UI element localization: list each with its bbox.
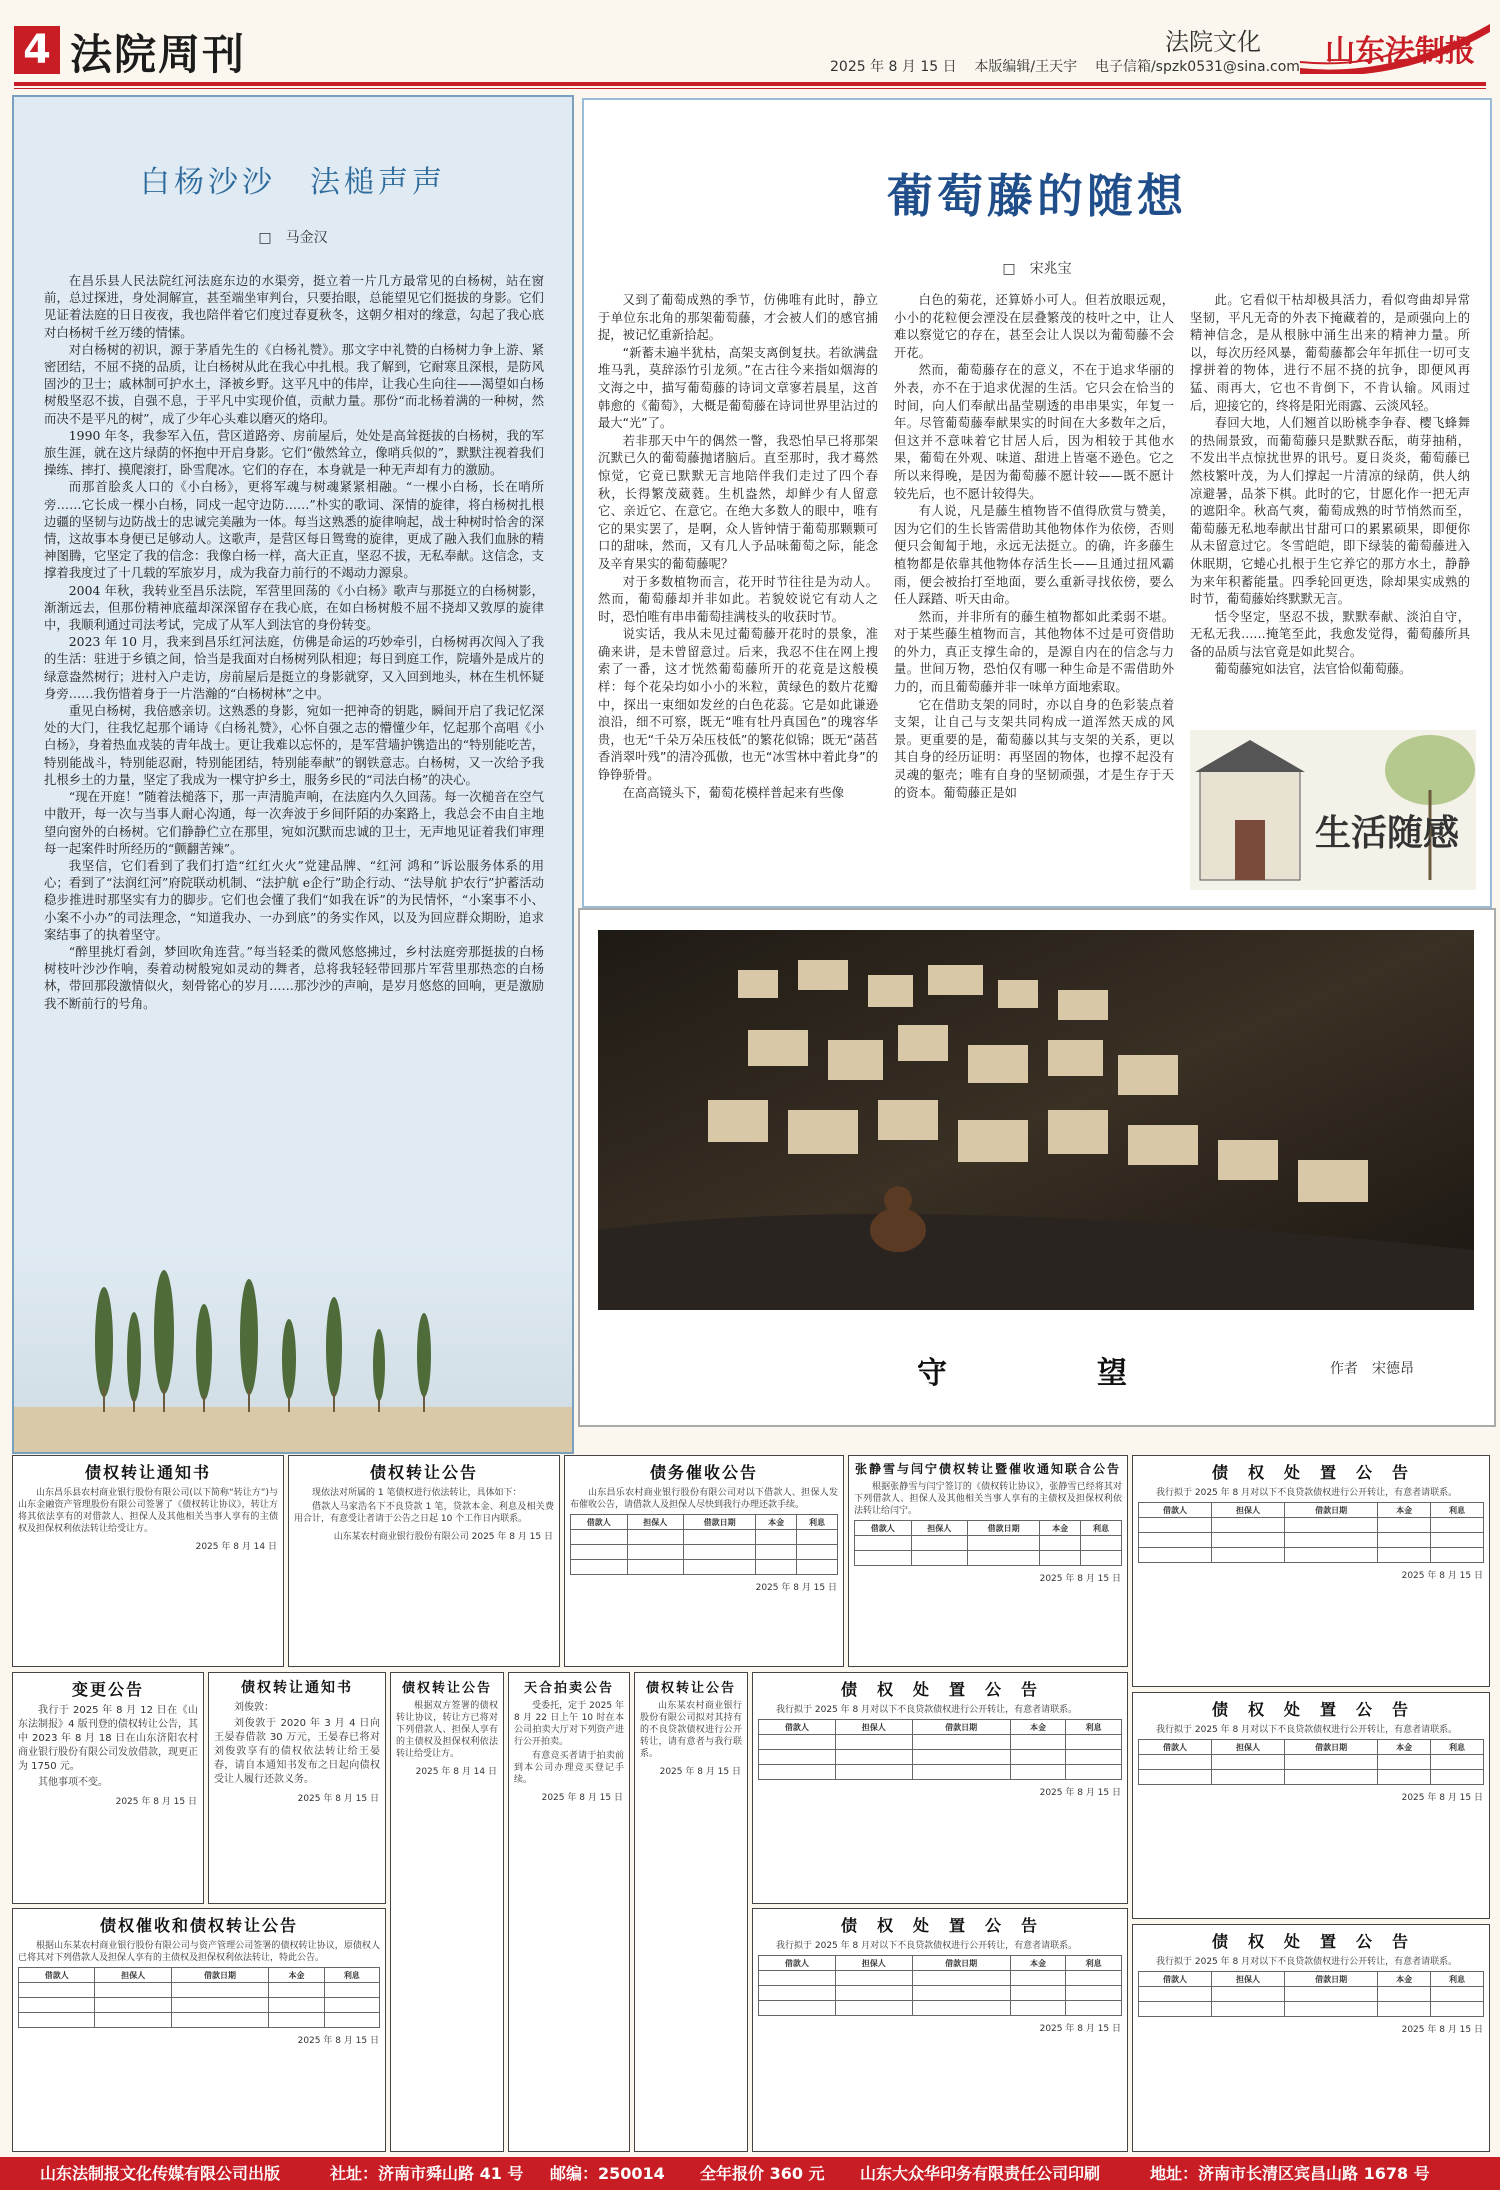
notice-text: 山东昌乐农村商业银行股份有限公司对以下借款人、担保人发布催收公告，请借款人及担保人尽快到我行办理还款手续。	[570, 1488, 838, 1510]
notice-title: 债 权 处 置 公 告	[840, 1916, 1039, 1935]
paragraph: 葡萄藤宛如法官，法官恰似葡萄藤。	[1214, 662, 1412, 677]
notice-disposal-5	[1132, 1924, 1490, 2152]
left-article-author: □ 马金汉	[258, 230, 328, 246]
notice-text: 有意竞买者请于拍卖前到本公司办理竞买登记手续。	[514, 1751, 624, 1785]
section-name: 法院文化	[1165, 28, 1261, 56]
notice-title: 天合拍卖公告	[523, 1681, 614, 1696]
notice-transfer-narrow	[390, 1672, 504, 2152]
paragraph: 而那首脍炙人口的《小白杨》，更将军魂与树魂紧紧相融。“一棵小白杨，长在哨所旁……它长成一棵小白杨，同戍一起守边防……”朴实的歌词、深情的旋律，将白杨树扎根边疆的坚韧与边防战士的忠诚完美融为一体。每当这熟悉的旋律响起，战士种树时恰舍的深情，这故事本身便已足够动人。这歌声，是营区每日鸳鸯的旋律，更成了融入我们血脉的精神图腾，它坚定了我的信念：我像白杨一样，高大正直，坚忍不拔，无私奉献。这信念，支撑着我度过了十几载的军旅岁月，成为我奋力前行的不竭动力源泉。	[44, 479, 544, 581]
notice-text: 我行拟于 2025 年 8 月对以下不良贷款债权进行公开转让，有意者请联系。	[1156, 1957, 1458, 1967]
life-essay-label: 生活随感	[1315, 812, 1460, 854]
notice-title: 变更公告	[71, 1680, 144, 1699]
notice-title: 债权转让公告	[645, 1681, 736, 1696]
notice-title: 债 权 处 置 公 告	[840, 1680, 1039, 1699]
notice-text: 我行拟于 2025 年 8 月对以下不良贷款债权进行公开转让，有意者请联系。	[776, 1705, 1078, 1715]
paragraph: 2023 年 10 月，我来到昌乐红河法庭，仿佛是命运的巧妙牵引，白杨树再次闯入了我的生活：驻进于乡镇之间，恰当是我面对白杨树列队相迎；每日到庭工作，院墙外是成片的绿意盎然树行；进村入户走访，房前屋后是挺立的身影就穿，又入回到地头，林在生机怀疑身旁……我伤惜着身于一片浩瀚的“白杨树林”之中。	[44, 634, 544, 701]
right-article-author: □ 宋兆宝	[1002, 261, 1072, 277]
notice-text: 借款人马家浩名下不良贷款 1 笔，贷款本金、利息及相关费用合计，有意受让者请于公告之日起 10 个工作日内联系。	[294, 1502, 554, 1524]
notice-table: 借款人 担保人 借款日期 本金 利息	[1138, 1502, 1484, 1563]
notice-text: 我行于 2025 年 8 月 12 日在《山东法制报》4 版刊登的债权转让公告，其中 2023 年 8 月 18 日在山东济阳农村商业银行股份有限公司发放借款，现更正为 1750 元。	[18, 1705, 198, 1772]
footer-price: 全年报价 360 元	[700, 2164, 825, 2183]
notice-title: 债权转让公告	[401, 1681, 492, 1696]
page-header	[0, 0, 1500, 88]
right-article	[582, 98, 1492, 908]
paragraph: 对于多数植物而言，花开时节往往是为动人。然而，葡萄藤却并非如此。若貌姣说它有动人之时，恐怕唯有串串葡萄挂满枝头的收获时节。	[598, 574, 878, 624]
paragraph: 然而，葡萄藤存在的意义，不在于追求华丽的外表，亦不在于追求优渥的生活。它只会在恰当的时间，向人们奉献出晶莹剔透的串串果实，年复一年。尽管葡萄藤奉献果实的时间在大多数年之后，但这并不意味着它甘居人后，因为相较于其他水果，葡萄在外观、味道、甜进上皆毫不逊色。它之所以来得晚，是因为葡萄藤不愿计较——既不愿计较先后，也不愿计较得失。	[894, 363, 1174, 501]
paragraph: 在高高镜头下，葡萄花模样普起来有些像	[622, 785, 844, 800]
photo-title: 守 望	[917, 1356, 1157, 1391]
notice-joint-transfer	[848, 1455, 1128, 1667]
notice-signature: 2025 年 8 月 15 日	[541, 1793, 623, 1803]
notice-text: 受委托，定于 2025 年 8 月 22 日上午 10 时在本公司拍卖大厅对下列资产进行公开拍卖。	[514, 1701, 624, 1747]
notice-table: 借款人 担保人 借款日期 本金 利息	[570, 1514, 838, 1575]
notice-signature: 2025 年 8 月 15 日	[1401, 2025, 1483, 2035]
notice-auction	[508, 1672, 630, 2152]
paragraph: 1990 年冬，我参军入伍，营区道路旁、房前屋后，处处是高耸挺拔的白杨树，我的军旅生涯，就在这片绿荫的怀抱中开启身影。它们“傲然耸立，像哨兵似的”，默默注视着我们操练、摔打、摸爬滚打，卧雪爬冰。它们的存在，本身就是一种无声却有力的激励。	[44, 427, 544, 478]
notice-text: 根据张静雪与闫宁签订的《债权转让协议》，张静雪已经将其对下列借款人、担保人及其他相关当事人享有的主债权及担保权利依法转让给闫宁。	[854, 1482, 1122, 1516]
notice-text: 山东某农村商业银行股份有限公司拟对其持有的不良贷款债权进行公开转让，请有意者与我行联系。	[640, 1701, 742, 1759]
left-article-body	[44, 272, 544, 1012]
notice-text: 刘俊敦于 2020 年 3 月 4 日向王晏春借款 30 万元，王晏春已将对刘俊敦享有的债权依法转让给王晏春，请自本通知书发布之日起向债权受让人履行还款义务。	[214, 1718, 380, 1785]
poplar-trees-illustration	[14, 1247, 572, 1452]
notice-title: 债 权 处 置 公 告	[1211, 1700, 1410, 1719]
page-footer	[0, 2157, 1500, 2190]
notice-signature: 2025 年 8 月 15 日	[1039, 2024, 1121, 2034]
notice-table: 借款人 担保人 借款日期 本金 利息	[1138, 1971, 1484, 2017]
notice-table: 借款人 担保人 借款日期 本金 利息	[758, 1719, 1122, 1780]
notice-signature: 2025 年 8 月 14 日	[415, 1767, 497, 1777]
notice-table: 借款人 担保人 借款日期 本金 利息	[18, 1967, 380, 2028]
notice-disposal-3	[1132, 1692, 1490, 1919]
notice-title: 债权催收和债权转让公告	[99, 1916, 298, 1935]
paragraph: 若非那天中午的偶然一瞥，我恐怕早已将那架沉默已久的葡萄藤抛诸脑后。直至那时，我才蓦然惊觉，它竟已默默无言地陪伴我们走过了四个春秋，长得繁茂葳蕤。生机盎然，却鲜少有人留意它、亲近它、在意它。在绝大多数人的眼中，唯有它的果实罢了，是啊，众人皆钟情于葡萄那颗颗可口的甜味，然而，又有几人予品味葡萄之际，能念及辛育果实的葡萄藤呢？	[598, 433, 878, 571]
paragraph: 2004 年秋，我转业至昌乐法院，军营里回荡的《小白杨》歌声与那挺立的白杨树影，渐渐远去，但那份精神底蕴却深深留存在我心底，在如白杨树般不屈不挠却又敦厚的旋律中，我顺利通过司法考试，完成了从军人到法官的身份转变。	[44, 582, 544, 633]
right-article-column-1	[598, 292, 878, 892]
notice-table: 借款人 担保人 借款日期 本金 利息	[1138, 1739, 1484, 1785]
paragraph: 说实话，我从未见过葡萄藤开花时的景象，准确来讲，是未曾留意过。后来，我忍不住在网上搜索了一番，这才恍然葡萄藤所开的花竟是这般模样：每个花朵均如小小的米粒，黄绿色的数片花瓣中，探出一束细如发丝的白色花蕊。它是如此谦逊浪沿，细不可察，既无“唯有牡丹真国色”的瑰容华贵，也无“千朵万朵压枝低”的繁花似锦；既无“菡萏香消翠叶残”的清冷孤傲，也无“冰雪林中着此身”的铮铮骄骨。	[598, 627, 878, 783]
notice-signature: 2025 年 8 月 15 日	[1039, 1788, 1121, 1798]
notice-collection-transfer	[12, 1908, 386, 2152]
notice-title: 债 权 处 置 公 告	[1211, 1463, 1410, 1482]
notice-text: 刘俊敦：	[234, 1702, 274, 1713]
paragraph: 对白杨树的初识，源于茅盾先生的《白杨礼赞》。那文字中礼赞的白杨树力争上游、紧密团结，不屈不挠的品质，让白杨树从此在我心中扎根。我了解到，它耐寒且深根，是防风固沙的卫士；戚林制可护水土，泽被乡野。这平凡中的伟岸，让我心生向往——渴望如白杨树般坚忍不拔，自强不息，于平凡中实现价值，贡献力量。那份“而北杨着满的一种树，然而决不是平凡的树”，成了少年心头难以磨灭的烙印。	[44, 341, 544, 426]
notice-text: 根据山东某农村商业银行股份有限公司与资产管理公司签署的债权转让协议，原债权人已将其对下列借款人及担保人享有的主债权及担保权利依法转让，特此公告。	[18, 1941, 380, 1963]
notice-signature: 2025 年 8 月 15 日	[755, 1583, 837, 1593]
left-article-title: 白杨沙沙 法槌声声	[140, 165, 446, 200]
footer-postcode: 邮编：250014	[550, 2164, 665, 2183]
page-name: 法院周刊	[70, 30, 247, 79]
footer-publisher: 山东法制报文化传媒有限公司出版	[40, 2164, 281, 2183]
paragraph: “醉里挑灯看剑，梦回吹角连营。”每当轻柔的微风悠悠拂过，乡村法庭旁那挺拔的白杨树枝叶沙沙作响，奏着动树般宛如灵动的舞者，总将我轻轻带回那片军营里那热恋的白杨林，带回那段激情似火，刻骨铭心的岁月……那沙沙的声响，是岁月悠悠的回响，更是激励我不断前行的号角。	[44, 943, 544, 1011]
notice-title: 债 权 处 置 公 告	[1211, 1932, 1410, 1951]
paragraph: “现在开庭！”随着法槌落下，那一声清脆声响，在法庭内久久回荡。每一次槌音在空气中散开，每一次与当事人耐心沟通，每一次奔波于乡间阡陌的办案路上，我总会不由自主地望向窗外的白杨树。它们静静伫立在那里，宛如沉默而忠诚的卫士，无声地见证着我们审理每一起案件时所经历的“颤翻苦辣”。	[44, 789, 544, 856]
notice-signature: 2025 年 8 月 15 日	[297, 2036, 379, 2046]
notice-transfer-letter	[208, 1672, 386, 1904]
notice-disposal-1	[1132, 1455, 1490, 1687]
right-article-title: 葡萄藤的随想	[887, 169, 1187, 223]
paragraph: 它在借助支架的同时，亦以自身的色彩装点着支架，让自己与支架共同构成一道浑然天成的风景。更重要的是，葡萄藤以其与支架的关系，更以其自身的经历证明：再坚固的物体，也撑不起没有灵魂的躯壳；唯有自身的坚韧顽强，才是生存于天的资本。葡萄藤正是如	[894, 697, 1174, 800]
notice-text: 山东昌乐县农村商业银行股份有限公司(以下简称“转让方”)与山东金融资产管理股份有限公司签署了《债权转让协议》，转让方将其依法享有的对借款人、担保人及其他相关当事人享有的主债权及担保权利依法转让给受让方。	[18, 1488, 278, 1534]
notice-signature: 2025 年 8 月 14 日	[195, 1542, 277, 1552]
notice-debt-transfer-2	[288, 1455, 560, 1667]
notice-change	[12, 1672, 204, 1904]
notice-signature: 2025 年 8 月 15 日	[1039, 1574, 1121, 1584]
notice-signature: 2025 年 8 月 15 日	[1401, 1571, 1483, 1581]
village-photo	[598, 930, 1474, 1310]
notice-debt-collection	[564, 1455, 844, 1667]
paragraph: 然而，并非所有的藤生植物都如此柔弱不堪。对于某些藤生植物而言，其他物体不过是可资借助的外力，真正支撑生命的，是源自内在的信念与力量。世间万物，恐怕仅有哪一种生命是不需借助外力的，而且葡萄藤并非一味单方面地索取。	[894, 609, 1174, 695]
paragraph: 白色的菊花，还算娇小可人。但若放眼远观，小小的花粒便会湮没在层叠繁茂的枝叶之中，让人难以察觉它的存在，甚至会让人误以为葡萄藤不会开花。	[894, 293, 1174, 360]
notice-signature: 2025 年 8 月 15 日	[115, 1797, 197, 1807]
footer-address: 社址：济南市舜山路 41 号	[330, 2164, 524, 2183]
notice-text: 我行拟于 2025 年 8 月对以下不良贷款债权进行公开转让，有意者请联系。	[1156, 1725, 1458, 1735]
notice-disposal-4	[752, 1908, 1128, 2152]
life-essay-illustration	[1190, 730, 1476, 890]
paragraph: 有人说，凡是藤生植物皆不值得欣赏与赞美，因为它们的生长皆需借助其他物体作为依傍，否则便只会匍匐于地，永远无法挺立。的确，许多藤生植物都是依靠其他物体存活生长——且通过扭风霸雨，便会被抬打至地面，要么重新寻找依傍，要么任人踩踏、听天由命。	[894, 504, 1174, 607]
right-article-column-2	[894, 292, 1174, 892]
photo-credit: 作者 宋德昂	[1330, 1361, 1414, 1377]
photo-section	[578, 908, 1496, 1427]
left-article	[12, 95, 574, 1454]
notice-text: 其他事项不变。	[38, 1777, 108, 1788]
notice-text: 现依法对所属的 1 笔债权进行依法转让，具体如下：	[312, 1488, 522, 1498]
notice-title: 张静雪与闫宁债权转让暨催收通知联合公告	[854, 1462, 1121, 1476]
paragraph: 此。它看似干枯却极具活力，看似弯曲却异常坚韧，平凡无奇的外表下掩藏着的，是顽强向上的精神信念，是从根脉中涌生出来的精神力量。所以，每次历经风暴，葡萄藤都会年年抓住一切可支撑拼着的物体，进行不屈不挠的抗争，即便风再猛、雨再大，它也不肯倒下，不肯认输。风雨过后，迎接它的，终将是阳光雨露、云淡风轻。	[1190, 293, 1470, 413]
notice-title: 债权转让通知书	[84, 1463, 211, 1482]
editor: 本版编辑/王天宇	[974, 59, 1078, 75]
notice-title: 债权转让通知书	[241, 1680, 353, 1696]
page-number: 4	[14, 26, 60, 74]
notice-debt-transfer-1	[12, 1455, 284, 1667]
notice-disposal-2	[752, 1672, 1128, 1904]
notice-title: 债权转让公告	[369, 1463, 478, 1482]
header-rule-thin	[14, 88, 1486, 89]
notice-signature: 2025 年 8 月 15 日	[1401, 1793, 1483, 1803]
paragraph: 又到了葡萄成熟的季节，仿佛唯有此时，静立于单位东北角的那架葡萄藤，才会被人们的感官捕捉，被记忆重新拾起。	[598, 293, 878, 343]
right-article-column-3	[1190, 292, 1470, 722]
paragraph: “新蓄未遍半犹枯，高架支离倒复扶。若欲满盘堆马乳，莫辞添竹引龙须。”在古往今来指如烟海的文海之中，描写葡萄藤的诗词文章寥若晨星，这首韩愈的《葡萄》，大概是葡萄藤在诗词世界里沾过的最大“光”了。	[598, 345, 878, 431]
footer-printer-address: 地址：济南市长清区宾昌山路 1678 号	[1150, 2164, 1430, 2183]
paragraph: 春回大地，人们翘首以盼桃李争春、樱飞蜂舞的热闹景致，而葡萄藤只是默默吞酝，萌芽抽稍，不发出半点惊扰世界的讯号。夏日炎炎，葡萄藤已然枝繁叶茂，为人们撑起一片清凉的绿荫，供人纳凉避暑，品茶下棋。此时的它，甘愿化作一把无声的遮阳伞。秋高气爽，葡萄成熟的时节悄然而至，葡萄藤无私地奉献出甘甜可口的累累硕果，即便你从未留意过它。冬雪皑皑，即下绿装的葡萄藤进入休眠期，它蜷心扎根于生它养它的那方水土，静静为来年积蓄能量。四季轮回更迭，除却果实成熟的时节，葡萄藤始终默默无言。	[1190, 416, 1470, 607]
footer-printer: 山东大众华印务有限责任公司印刷	[860, 2164, 1101, 2183]
notice-signature: 2025 年 8 月 15 日	[659, 1767, 741, 1777]
notice-title: 债务催收公告	[649, 1463, 758, 1482]
newspaper-logo: 山东法制报	[1325, 34, 1475, 69]
paragraph: 在昌乐县人民法院红河法庭东边的水渠旁，挺立着一片几方最常见的白杨树，站在窗前，总过探进，身处洞解宣，甚至端坐审判台，只要抬眼，总能望见它们挺拔的身影。它们见证着法庭的日日夜夜，我也陪伴着它们度过春夏秋冬，这朝夕相对的缘意，勾起了我心底对白杨树千丝万缕的情愫。	[44, 273, 544, 340]
paragraph: 我坚信，它们看到了我们打造“红红火火”党建品牌、“红河 鸿和”诉讼服务体系的用心；看到了“法润红河”府院联动机制、“法护航 e企行”助企行动、“法导航 护农行”护蓄活动稳步推进时那坚实有力的脚步。它们也会懂了我们“如我在诉”的为民情怀，“小案事不小、小案不小办”的司法理念，“知道我办、一办到底”的务实作风，以及为回应群众期盼，追求案结事了的执着坚守。	[44, 857, 544, 942]
notice-signature: 2025 年 8 月 15 日	[297, 1794, 379, 1804]
notice-table: 借款人 担保人 借款日期 本金 利息	[758, 1955, 1122, 2016]
notice-table: 借款人 担保人 借款日期 本金 利息	[854, 1520, 1122, 1566]
notice-signature: 山东某农村商业银行股份有限公司 2025 年 8 月 15 日	[333, 1532, 553, 1542]
notice-text: 根据双方签署的债权转让协议，转让方已将对下列借款人、担保人享有的主债权及担保权利依法转让给受让方。	[396, 1701, 498, 1759]
email: 电子信箱/spzk0531@sina.com	[1094, 59, 1300, 75]
notice-text: 我行拟于 2025 年 8 月对以下不良贷款债权进行公开转让，有意者请联系。	[776, 1941, 1078, 1951]
paragraph: 重见白杨树，我倍感亲切。这熟悉的身影，宛如一把神奇的钥匙，瞬间开启了我记忆深处的大门，往我忆起那个诵诗《白杨礼赞》，心怀自强之志的懵懂少年，忆起那个高唱《小白杨》，身着热血戎装的青年战士。更让我难以忘怀的，是军营墙护镌造出的“特别能吃苦，特别能战斗，特别能忍耐，特别能团结，特别能奉献”的钢铁意志。白杨树，又一次给予我扎根乡土的力量，坚定了我成为一棵守护乡土，服务乡民的“司法白杨”的决心。	[44, 703, 544, 787]
paragraph: 恬令坚定，坚忍不拔，默默奉献、淡泊自守，无私无我……掩笔至此，我愈发觉得，葡萄藤所具备的品质与法官竟是如此契合。	[1190, 609, 1470, 659]
issue-date: 2025 年 8 月 15 日	[830, 59, 957, 75]
issue-meta	[830, 56, 1300, 76]
notice-transfer-narrow-2	[634, 1672, 748, 2152]
header-rule	[14, 82, 1486, 86]
notice-text: 我行拟于 2025 年 8 月对以下不良贷款债权进行公开转让，有意者请联系。	[1156, 1488, 1458, 1498]
